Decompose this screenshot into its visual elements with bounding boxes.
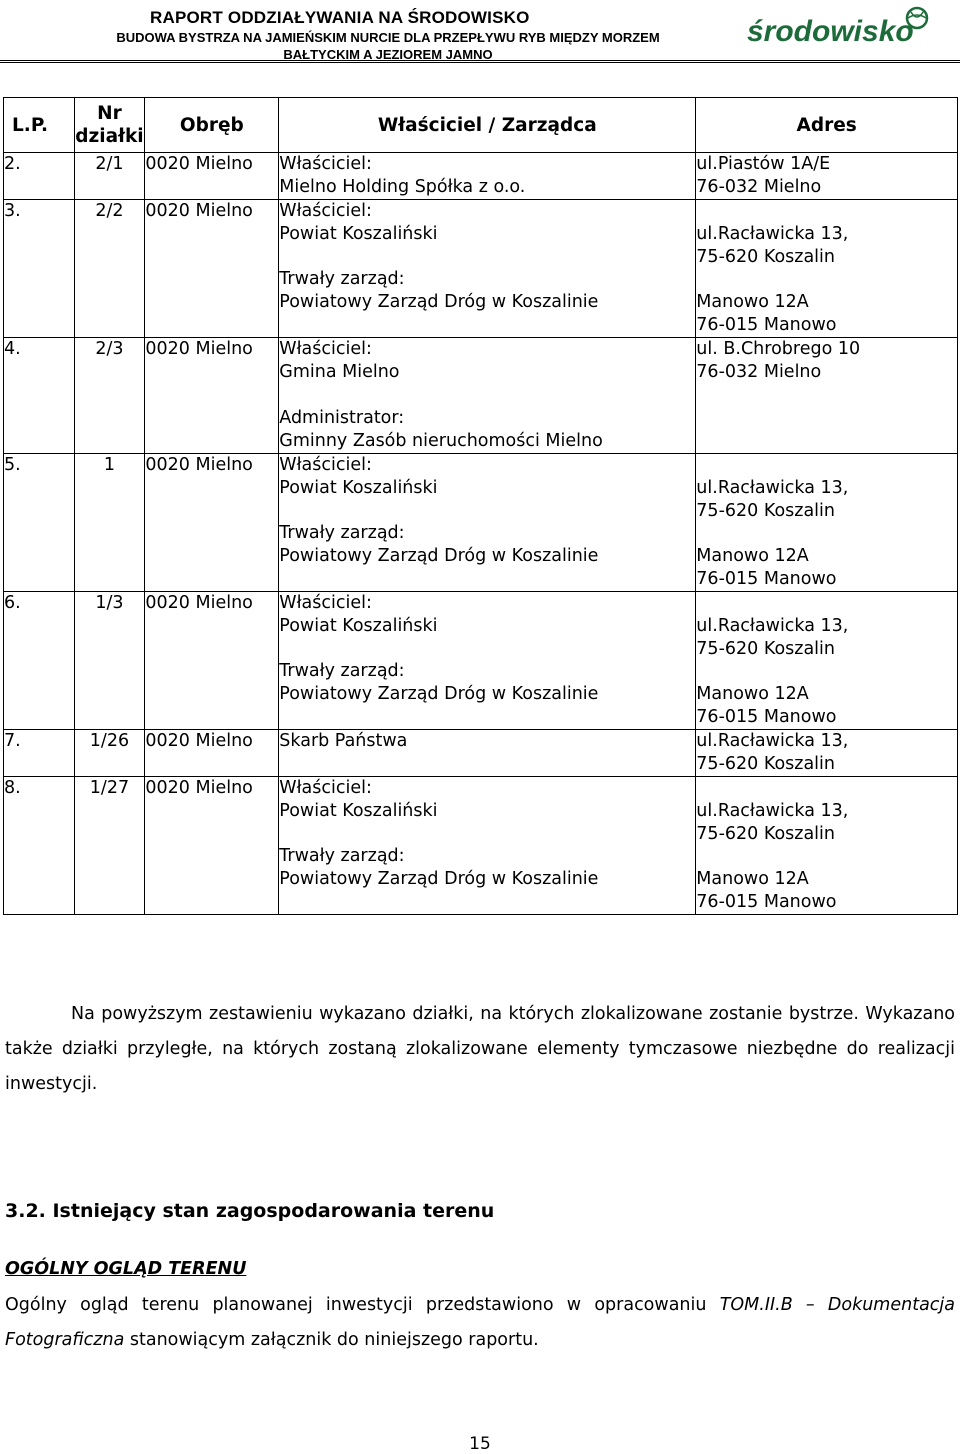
owner-line: Właściciel: xyxy=(279,593,372,613)
table-header-row xyxy=(4,98,958,153)
owner-line: Gminny Zasób nieruchomości Mielno xyxy=(279,431,603,451)
address-line: 75-620 Koszalin xyxy=(696,247,835,267)
owner-line: Powiat Koszaliński xyxy=(279,616,438,636)
address-line: ul.Racławicka 13, xyxy=(696,731,849,751)
summary-paragraph xyxy=(5,997,955,1102)
address-line: 75-620 Koszalin xyxy=(696,639,835,659)
cell-lp: 3. xyxy=(4,200,75,338)
cell-lp: 8. xyxy=(4,777,75,915)
owner-line: Trwały zarząd: xyxy=(279,846,405,866)
address-line: 76-032 Mielno xyxy=(696,362,822,382)
cell-obreb: 0020 Mielno xyxy=(145,592,279,730)
report-subtitle xyxy=(48,29,728,63)
address-line: 75-620 Koszalin xyxy=(696,754,835,774)
cell-address xyxy=(696,777,958,915)
address-line: 75-620 Koszalin xyxy=(696,501,835,521)
cell-obreb: 0020 Mielno xyxy=(145,153,279,200)
cell-obreb: 0020 Mielno xyxy=(145,454,279,592)
table-row xyxy=(4,730,958,777)
table-row xyxy=(4,592,958,730)
cell-address xyxy=(696,338,958,454)
header-owner: Właściciel / Zarządca xyxy=(279,98,696,153)
table-row xyxy=(4,200,958,338)
cell-address xyxy=(696,153,958,200)
owner-line: Trwały zarząd: xyxy=(279,523,405,543)
table-row xyxy=(4,777,958,915)
report-title: RAPORT ODDZIAŁYWANIA NA ŚRODOWISKO xyxy=(150,8,530,27)
table-row xyxy=(4,338,958,454)
owner-line: Właściciel: xyxy=(279,201,372,221)
cell-nr: 2/1 xyxy=(74,153,145,200)
address-line: Manowo 12A xyxy=(696,684,809,704)
address-line: 76-032 Mielno xyxy=(696,177,822,197)
owner-line: Powiatowy Zarząd Dróg w Koszalinie xyxy=(279,546,599,566)
cell-nr: 1 xyxy=(74,454,145,592)
cell-owner xyxy=(279,592,696,730)
cell-obreb: 0020 Mielno xyxy=(145,777,279,915)
owner-line: Gmina Mielno xyxy=(279,362,400,382)
address-line: 75-620 Koszalin xyxy=(696,824,835,844)
address-line: Manowo 12A xyxy=(696,292,809,312)
header-lp: L.P. xyxy=(4,98,75,153)
parcels-table xyxy=(3,97,958,915)
table-row xyxy=(4,153,958,200)
cell-obreb: 0020 Mielno xyxy=(145,200,279,338)
cell-address xyxy=(696,592,958,730)
address-line: Manowo 12A xyxy=(696,546,809,566)
address-line: 76-015 Manowo xyxy=(696,569,837,589)
address-line: 76-015 Manowo xyxy=(696,892,837,912)
section-heading: 3.2. Istniejący stan zagospodarowania terenu xyxy=(5,1200,495,1222)
cell-owner xyxy=(279,454,696,592)
owner-line: Powiatowy Zarząd Dróg w Koszalinie xyxy=(279,684,599,704)
header-address: Adres xyxy=(696,98,958,153)
owner-line: Powiatowy Zarząd Dróg w Koszalinie xyxy=(279,869,599,889)
cell-owner xyxy=(279,200,696,338)
owner-line: Powiat Koszaliński xyxy=(279,801,438,821)
cell-lp: 4. xyxy=(4,338,75,454)
document-reference: TOM.II.B – Dokumentacja Fotograficzna xyxy=(5,1295,956,1350)
section-subheading: OGÓLNY OGLĄD TERENU xyxy=(5,1259,247,1279)
cell-lp: 2. xyxy=(4,153,75,200)
address-line: ul.Racławicka 13, xyxy=(696,801,849,821)
cell-nr: 2/2 xyxy=(74,200,145,338)
address-line: 76-015 Manowo xyxy=(696,707,837,727)
report-subtitle-line1: BUDOWA BYSTRZA NA JAMIEŃSKIM NURCIE DLA PRZEPŁYWU RYB MIĘDZY MORZEM xyxy=(116,30,660,45)
owner-line: Właściciel: xyxy=(279,778,372,798)
cell-lp: 7. xyxy=(4,730,75,777)
cell-lp: 5. xyxy=(4,454,75,592)
table-row xyxy=(4,454,958,592)
cell-nr: 1/3 xyxy=(74,592,145,730)
report-subtitle-line2: BAŁTYCKIM A JEZIOREM JAMNO xyxy=(283,47,493,62)
overview-paragraph xyxy=(5,1288,955,1358)
cell-owner xyxy=(279,153,696,200)
owner-line: Właściciel: xyxy=(279,339,372,359)
cell-owner xyxy=(279,730,696,777)
summary-text: Na powyższym zestawieniu wykazano działki, na których zlokalizowane zostanie bystrze. Wykazano także działki przyległe, na których zostaną zlokalizowane elementy tymczasowe niezbędne do realizacji inwestycji. xyxy=(5,1004,955,1094)
header-nr: Nr działki xyxy=(74,98,145,153)
logo-text: środowisko xyxy=(747,15,914,48)
cell-lp: 6. xyxy=(4,592,75,730)
owner-line: Trwały zarząd: xyxy=(279,661,405,681)
cell-nr: 1/27 xyxy=(74,777,145,915)
cell-owner xyxy=(279,777,696,915)
owner-line: Mielno Holding Spółka z o.o. xyxy=(279,177,526,197)
owner-line: Właściciel: xyxy=(279,154,372,174)
address-line: ul. B.Chrobrego 10 xyxy=(696,339,861,359)
address-line: ul.Racławicka 13, xyxy=(696,616,849,636)
owner-line: Administrator: xyxy=(279,408,405,428)
overview-text-start: Ogólny ogląd terenu planowanej inwestycji przedstawiono w opracowaniu xyxy=(5,1295,720,1315)
cell-obreb: 0020 Mielno xyxy=(145,730,279,777)
address-line: ul.Racławicka 13, xyxy=(696,478,849,498)
cell-obreb: 0020 Mielno xyxy=(145,338,279,454)
address-line: Manowo 12A xyxy=(696,869,809,889)
address-line: ul.Piastów 1A/E xyxy=(696,154,831,174)
owner-line: Skarb Państwa xyxy=(279,731,408,751)
owner-line: Właściciel: xyxy=(279,455,372,475)
owner-line: Powiatowy Zarząd Dróg w Koszalinie xyxy=(279,292,599,312)
cell-owner xyxy=(279,338,696,454)
page-number: 15 xyxy=(469,1434,491,1454)
cell-nr: 1/26 xyxy=(74,730,145,777)
header-obreb: Obręb xyxy=(145,98,279,153)
cell-address xyxy=(696,730,958,777)
cell-address xyxy=(696,200,958,338)
cell-nr: 2/3 xyxy=(74,338,145,454)
cell-address xyxy=(696,454,958,592)
owner-line: Powiat Koszaliński xyxy=(279,478,438,498)
owner-line: Trwały zarząd: xyxy=(279,269,405,289)
header-rule xyxy=(0,60,960,63)
srodowisko-logo xyxy=(745,4,935,48)
owner-line: Powiat Koszaliński xyxy=(279,224,438,244)
address-line: 76-015 Manowo xyxy=(696,315,837,335)
address-line: ul.Racławicka 13, xyxy=(696,224,849,244)
overview-text-end: stanowiącym załącznik do niniejszego raportu. xyxy=(124,1330,539,1350)
